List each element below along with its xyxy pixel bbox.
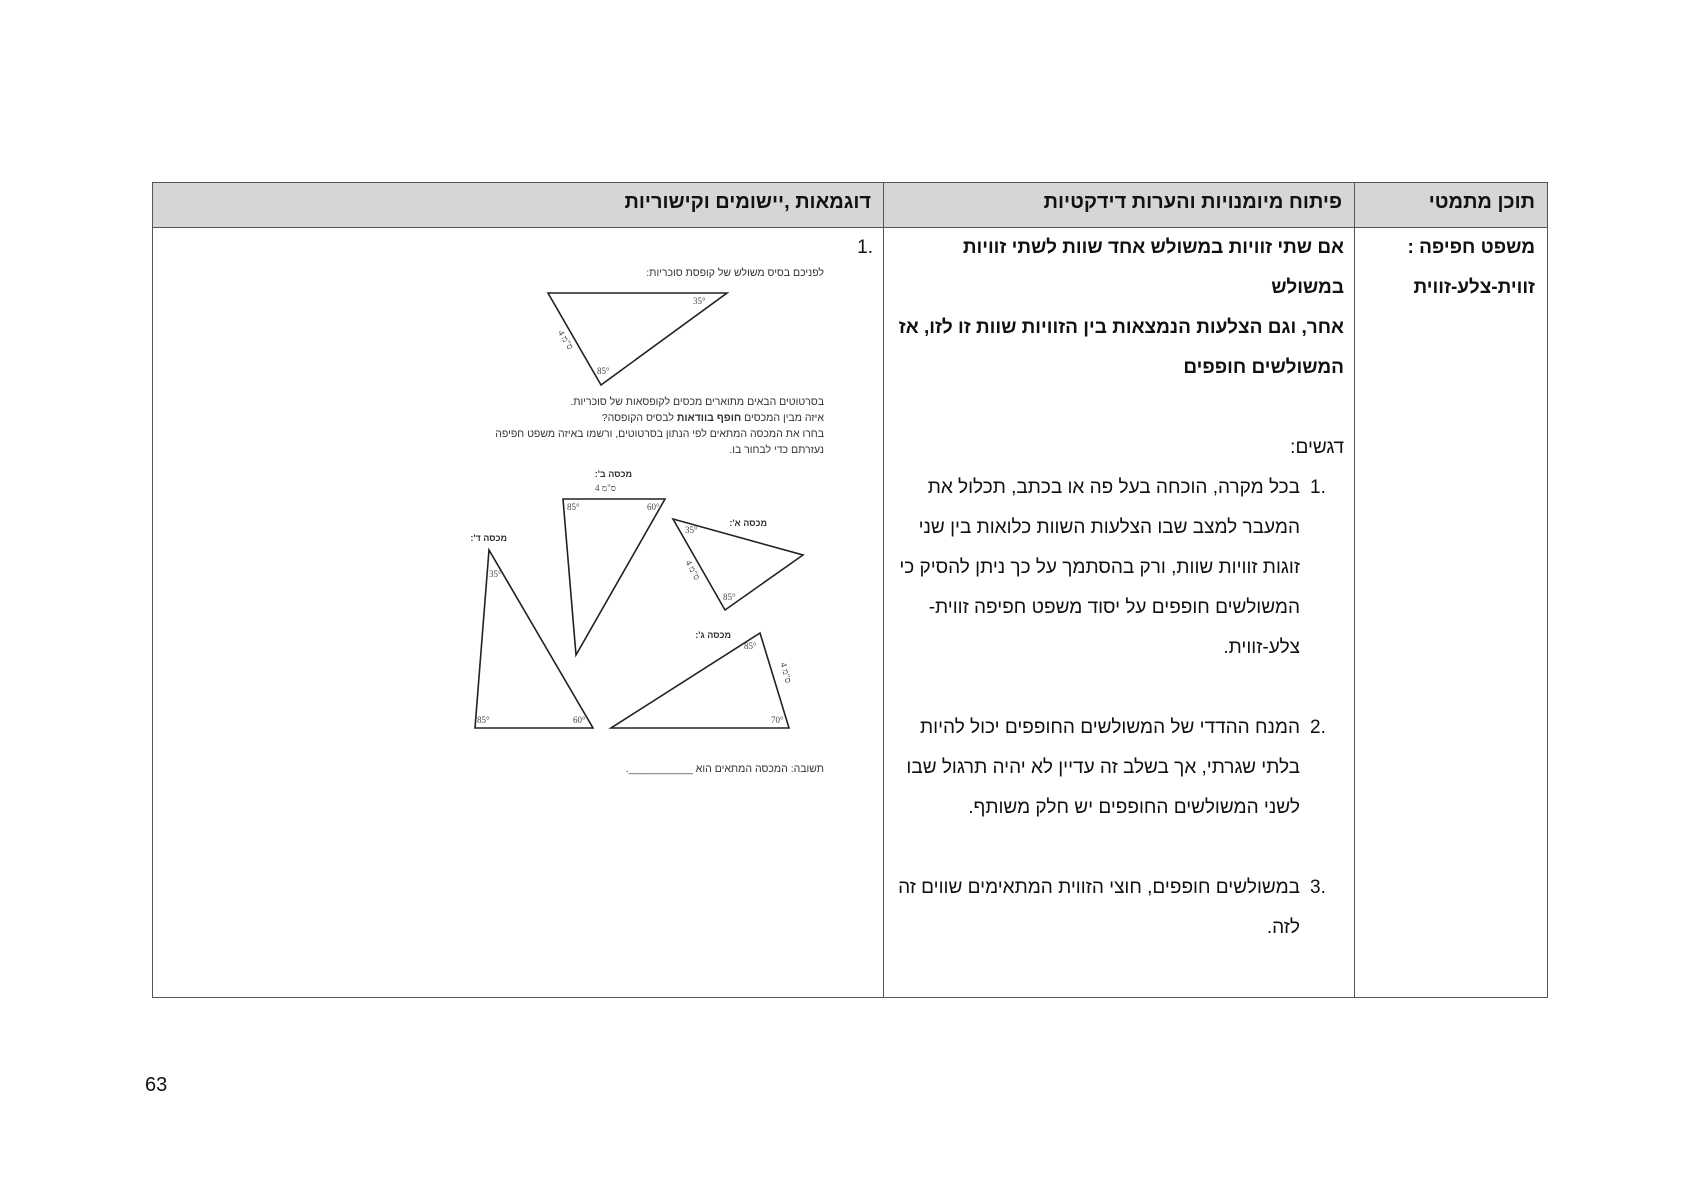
header-skills: [883, 183, 1354, 228]
angle-label: 35°: [685, 525, 698, 535]
item-line: זוגות זוויות שוות, ורק בהסתמך על כך ניתן להסיק כי: [899, 557, 1300, 578]
header-examples-label: דוגמאות ,יישומים וקישוריות: [624, 191, 871, 213]
lid-b-triangle: [563, 499, 665, 655]
intro-text: לפניכם בסיס משולש של קופסת סוכריות:: [646, 267, 824, 279]
emphasis-item: [889, 868, 1344, 948]
side-label: 4 ס"מ: [683, 558, 703, 582]
lid-c-triangle: [611, 633, 789, 728]
paragraph-bold: חופף בוודאות: [676, 412, 742, 424]
emphasis-title: דגשים:: [1290, 437, 1344, 458]
header-skills-label: פיתוח מיומנויות והערות דידקטיות: [1043, 191, 1342, 213]
angle-label: 85°: [477, 715, 490, 725]
item-line: במשולשים חופפים, חוצי הזווית המתאימים שווים זה: [898, 877, 1300, 898]
item-line: המנח ההדדי של המשולשים החופפים יכול להיות: [920, 717, 1300, 738]
answer-line: תשובה: המכסה המתאים הוא ___________.: [625, 763, 824, 775]
item-number: .2: [1310, 717, 1326, 738]
angle-label: 35°: [693, 296, 706, 306]
emphasis-item: [889, 468, 1344, 668]
paragraph-part: לבסיס הקופסה?: [601, 412, 674, 424]
paragraph: בסרטוטים הבאים מתוארים מכסים לקופסאות של סוכריות.: [570, 396, 824, 408]
angle-label: 85°: [744, 641, 757, 651]
angle-label: 85°: [597, 366, 610, 376]
theorem-type: זווית-צלע-זווית: [1413, 277, 1535, 298]
side-label: 4 ס"מ: [556, 328, 576, 352]
item-line: המעבר למצב שבו הצלעות השוות כלואות בין שני: [918, 517, 1300, 538]
side-label: 4 ס"מ: [778, 661, 794, 685]
paragraph-part: איזה מבין המכסים: [744, 412, 824, 424]
page-number: 63: [145, 1074, 168, 1096]
lid-a-label: מכסה א':: [729, 518, 767, 528]
emphasis-item: [889, 708, 1344, 828]
angle-label: 60°: [647, 502, 660, 512]
paragraph: נעזרתם כדי לבחור בו.: [729, 444, 824, 456]
angle-label: 85°: [567, 502, 580, 512]
theorem-statement-line: המשולשים חופפים: [1183, 357, 1344, 378]
theorem-statement-line: אם שתי זוויות במשולש אחד שוות לשתי זוויות במשולש: [962, 237, 1344, 298]
angle-label: 70°: [771, 715, 784, 725]
angle-label: 35°: [489, 569, 502, 579]
emphasis-list: [889, 468, 1344, 948]
skills-cell: [883, 228, 1354, 997]
header-examples: [153, 183, 883, 228]
item-line: לשני המשולשים החופפים יש חלק משותף.: [968, 797, 1300, 818]
header-content-label: תוכן מתמטי: [1428, 191, 1535, 213]
lid-d-label: מכסה ד':: [470, 533, 507, 543]
side-label: 4 ס"מ: [595, 483, 616, 493]
item-line: בכל מקרה, הוכחה בעל פה או בכתב, תכלול את: [927, 477, 1300, 498]
item-number: .1: [1310, 477, 1326, 498]
paragraph: בחרו את המכסה המתאים לפי הנתון בסרטוטים, ורשמו באיזה משפט חפיפה: [495, 428, 824, 440]
theorem-statement-line: אחר, וגם הצלעות הנמצאות בין הזוויות שוות זו לזו, אז: [898, 317, 1344, 338]
lid-c-label: מכסה ג':: [695, 630, 731, 640]
item-line: המשולשים חופפים על יסוד משפט חפיפה זווית-: [928, 597, 1300, 618]
theorem-name: משפט חפיפה :: [1407, 237, 1535, 258]
base-triangle: [548, 293, 727, 385]
item-line: בלתי שגרתי, אך בשלב זה עדיין לא יהיה תרגול שבו: [906, 757, 1300, 778]
item-number: .3: [1310, 877, 1326, 898]
curriculum-table: [152, 182, 1548, 998]
worksheet-figure: [455, 263, 830, 783]
item-line: צלע-זווית.: [1223, 637, 1300, 658]
header-content: [1354, 183, 1547, 228]
lid-b-label: מכסה ב':: [594, 469, 632, 479]
item-line: לזה.: [1266, 917, 1300, 938]
angle-label: 60°: [573, 715, 586, 725]
example-number: .1: [857, 237, 873, 258]
paragraph: [602, 412, 825, 424]
angle-label: 85°: [723, 592, 736, 602]
content-cell: [1354, 228, 1547, 997]
